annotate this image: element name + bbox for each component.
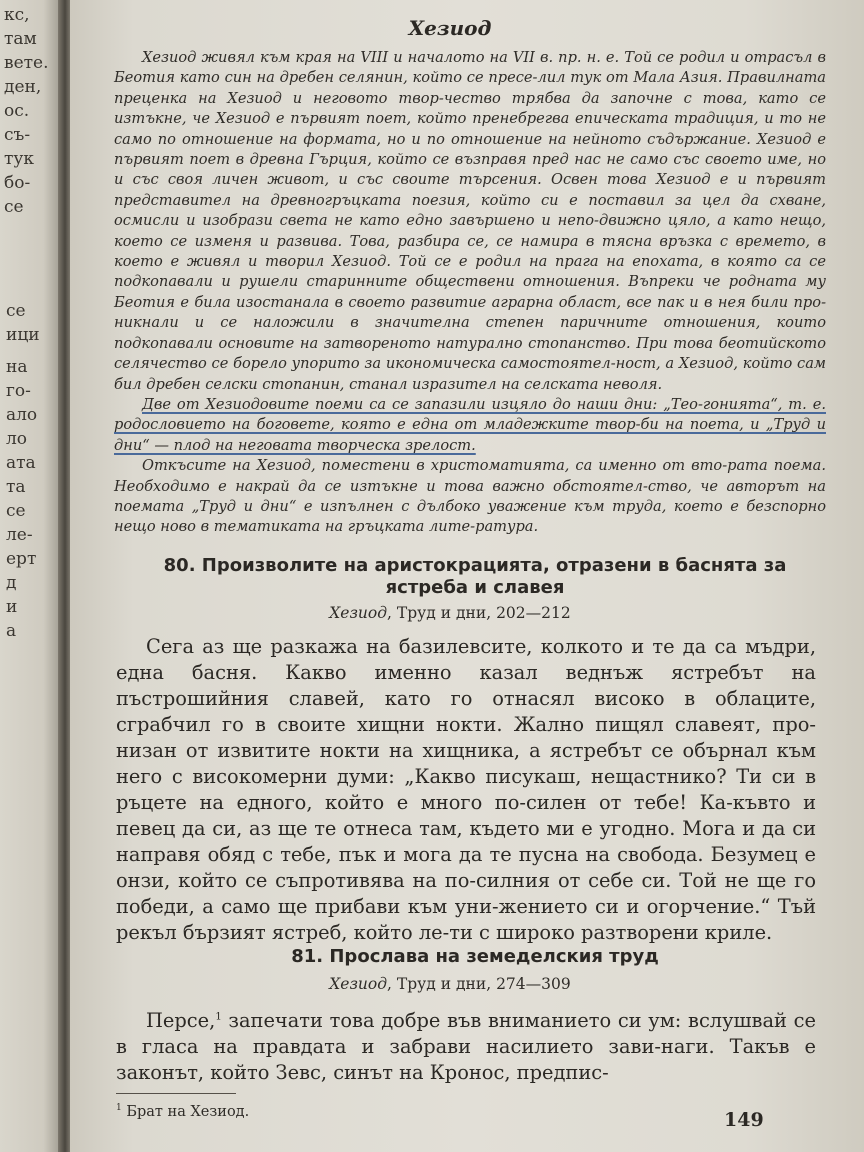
left-page-fragment: се xyxy=(6,301,26,321)
footnote-reference: 1 xyxy=(215,1011,222,1023)
section-81-source-author: Хезиод xyxy=(329,975,388,993)
book-page xyxy=(70,0,864,1152)
section-81-text-rest: запечати това добре във вниманието си ум: вслушвай се в гласа на правдата и забрави насилието зави-наги. Такъв е законът, който Зевс, синът на Кронос, предпис- xyxy=(116,1009,816,1084)
left-page-fragment: ло xyxy=(6,429,28,449)
footnote-divider xyxy=(116,1093,236,1094)
left-page-fragment: го- xyxy=(6,381,31,401)
section-81-source-work: , Труд и дни, 274—309 xyxy=(387,975,571,993)
section-80-source-work: , Труд и дни, 202—212 xyxy=(387,604,571,622)
section-81-source xyxy=(70,975,830,993)
left-page-fragment: ос. xyxy=(4,101,30,121)
left-page-fragment: тук xyxy=(4,149,35,169)
left-page-fragment: та xyxy=(6,477,26,497)
left-page-fragment: ле- xyxy=(6,525,33,545)
left-page-fragment: ало xyxy=(6,405,38,425)
left-page-fragment: ици xyxy=(6,325,40,345)
section-80-source xyxy=(70,604,830,622)
intro-paragraph-3: Откъсите на Хезиод, поместени в христоматията, са именно от вто-рата поема. Необходимо е накрай да се изтъкне и това важно обстоятел-ство, че авторът на поемата „Труд и дни“ е изпълнен с дълбоко уважение към труда, което е безспорно нещо ново в тематиката на гръцката лите-ратура. xyxy=(114,457,826,536)
left-page-fragment: ата xyxy=(6,453,36,473)
footnote xyxy=(116,1104,249,1120)
section-81-title: 81. Прослава на земеделския труд xyxy=(291,946,659,967)
left-page-fragment: се xyxy=(6,501,26,521)
section-80-source-author: Хезиод xyxy=(329,604,388,622)
left-page-fragment: д xyxy=(6,573,17,593)
left-page-fragment: на xyxy=(6,357,28,377)
footnote-mark: 1 xyxy=(116,1103,122,1114)
intro-text xyxy=(114,48,826,538)
left-facing-page xyxy=(0,0,62,1152)
section-81-body xyxy=(116,1008,816,1086)
left-page-fragment: ден, xyxy=(4,77,42,97)
footnote-text: Брат на Хезиод. xyxy=(126,1104,250,1120)
intro-paragraph-2: Две от Хезиодовите поеми са се запазили изцяло до наши дни: „Тео-гонията“, т. е. родословието на боговете, която е една от младежките твор-би на поета, и „Труд и дни“ — плод на неговата творческа зрелост. xyxy=(114,395,826,454)
left-page-fragment: се xyxy=(4,197,24,217)
left-page-fragment: съ- xyxy=(4,125,31,145)
section-80-title: 80. Произволите на аристокрацията, отразени в баснята за ястреба и славея xyxy=(163,555,787,598)
section-81-text-start: Персе, xyxy=(146,1009,216,1032)
left-page-fragment: бо- xyxy=(4,173,31,193)
running-header: Хезиод xyxy=(408,16,492,40)
section-80-body xyxy=(116,634,816,946)
left-page-fragment: ерт xyxy=(6,549,37,569)
page-number: 149 xyxy=(724,1109,764,1131)
left-page-fragment: вете. xyxy=(4,53,49,73)
left-page-fragment: а xyxy=(6,621,17,641)
intro-paragraph-1: Хезиод живял към края на VIII и началото на VII в. пр. н. е. Той се родил и отрасъл в Беотия като син на дребен селянин, който се пресе-лил тук от Мала Азия. Правилната преценка на Хезиод и неговото твор-чество трябва да започне с това, като се изтъкне, че Хезиод е първият поет, който пренебрегва епическата традиция, и то не само по отношение на формата, но и по отношение на нейното съдържание. Хезиод е първият поет в древна Гърция, който се възправя пред нас не само със своето име, но и със своя личен живот, и със своите търсения. Освен това Хезиод е и първият представител на древногръцката поезия, който си е поставил за цел да схване, осмисли и изобрази света не като едно завършено и непо-движно цяло, а като нещо, което се изменя и развива. Това, разбира се, се намира в тясна връзка с времето, в което е живял и творил Хезиод. Той се е родил на прага на епохата, в която са се подкопавали и рушели старинните обществени отношения. Въпреки че родната му Беотия е била изостанала в своето развитие аграрна област, все пак и в нея били про-никнали и се наложили в значителна степен паричните отношения, които подкопавали основите на затвореното натурално стопанство. При това беотийското селячество се борело упорито за икономическа самостоятел-ност, а Хезиод, който сам бил дребен селски стопанин, станал изразител на селската неволя. xyxy=(114,49,826,393)
section-80-text: Сега аз ще разкажа на базилевсите, колкото и те да са мъдри, една басня. Какво именно казал веднъж ястребът на пъстрошийния славей, като го отнасял високо в облаците, сграбчил го в своите хищни нокти. Жално пищял славеят, про-низан от извитите нокти на хищника, а ястребът се обърнал към него с високомерни думи: „Какво писукаш, нещастнико? Ти си в ръцете на едного, който е много по-силен от тебе! Ка-къвто и певец да си, аз ще те отнеса там, където ми е угодно. Мога и да си направя обяд с тебе, пък и мога да те пусна на свобода. Безумец е онзи, който се съпротивява на по-силния от себе си. Той не ще го победи, а само ще прибави към уни-жението си и огорчение.“ Тъй рекъл бързият ястреб, който ле-ти с широко разтворени криле. xyxy=(116,635,816,944)
left-page-fragment: там xyxy=(4,29,37,49)
left-page-fragment: кс, xyxy=(4,5,30,25)
left-page-fragment: и xyxy=(6,597,18,617)
section-81-text xyxy=(116,1008,816,1086)
